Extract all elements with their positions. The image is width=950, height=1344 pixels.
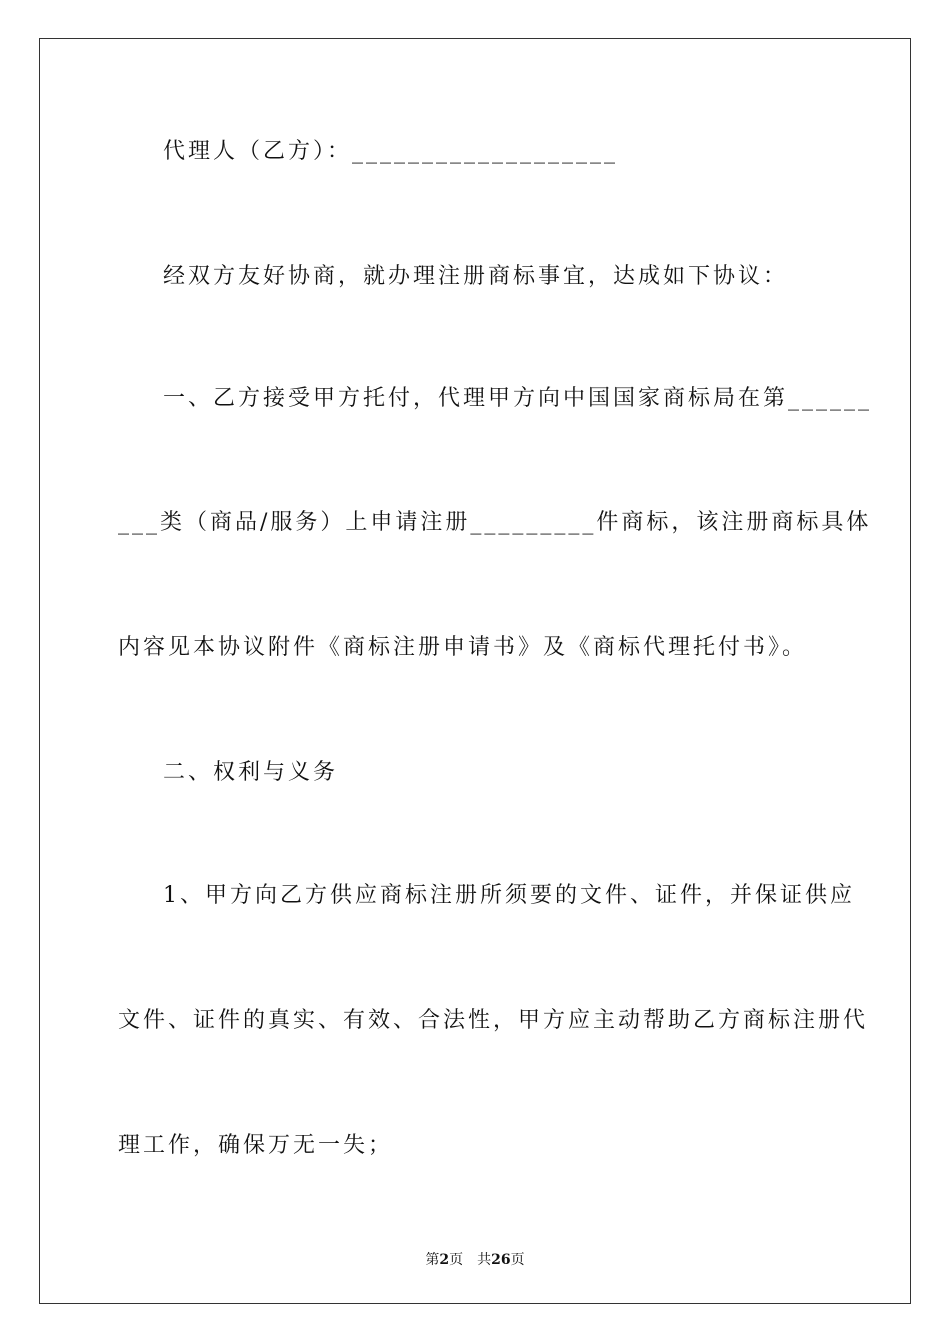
page-footer [0, 1249, 950, 1269]
footer-total-suffix: 页 [510, 1252, 525, 1268]
footer-total-prefix: 共 [477, 1252, 492, 1268]
footer-page-total: 26 [491, 1252, 511, 1268]
page-frame [39, 38, 911, 1304]
footer-page-prefix: 第 [425, 1252, 440, 1268]
footer-page-suffix: 页 [449, 1252, 464, 1268]
section-2-heading: 二、权利与义务 [163, 760, 339, 785]
item-1-line-1: 1、甲方向乙方供应商标注册所须要的文件、证件，并保证供应 [163, 883, 855, 908]
clause-1-line-2: ___类（商品/服务）上申请注册_________件商标，该注册商标具体 [118, 510, 872, 535]
clause-1-line-3: 内容见本协议附件《商标注册申请书》及《商标代理托付书》。 [118, 635, 808, 660]
agent-party-line: 代理人（乙方）：___________________ [163, 139, 619, 164]
clause-1-line-1: 一、乙方接受甲方托付，代理甲方向中国国家商标局在第______ [163, 386, 873, 411]
item-1-line-2: 文件、证件的真实、有效、合法性，甲方应主动帮助乙方商标注册代 [118, 1008, 869, 1033]
item-1-line-3: 理工作，确保万无一失； [118, 1133, 394, 1158]
intro-paragraph: 经双方友好协商，就办理注册商标事宜，达成如下协议： [163, 264, 789, 289]
footer-page-current: 2 [439, 1252, 450, 1268]
